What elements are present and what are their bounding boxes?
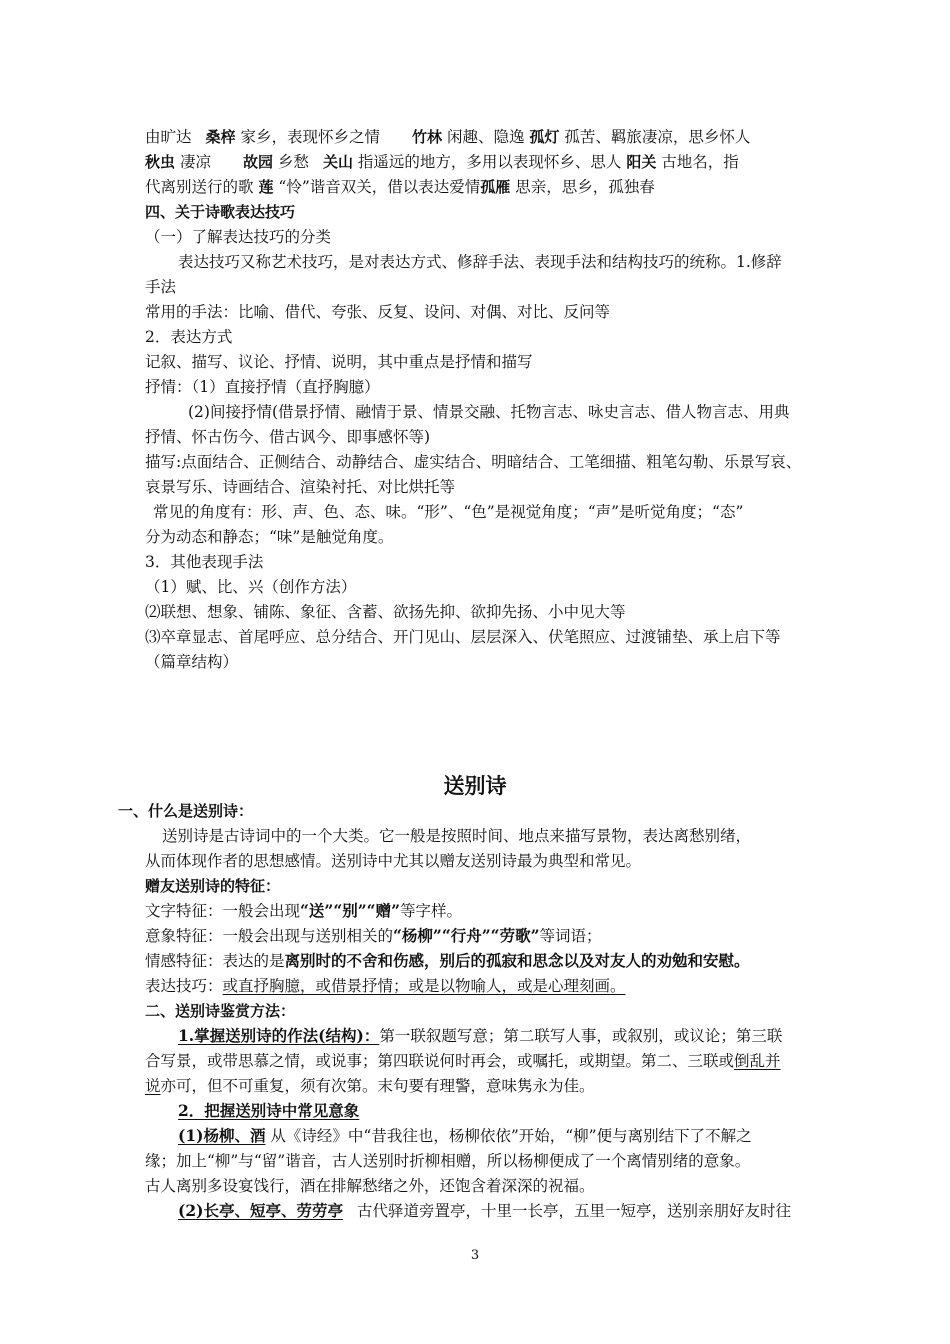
paragraph-line: (2)间接抒情(借景抒情、融情于景、情景交融、托物言志、咏史言志、借人物言志、用典 xyxy=(188,403,790,421)
definition: 乡愁 xyxy=(277,153,309,171)
term: 桑梓 xyxy=(205,128,236,146)
term: 故园 xyxy=(242,153,273,171)
definition: 家乡，表现怀乡之情 xyxy=(240,128,380,146)
text: 等字样。 xyxy=(400,902,463,920)
item-heading: (2)长亭、短亭、劳劳亭 xyxy=(178,1201,343,1220)
definition: 凄凉 xyxy=(179,153,211,171)
keywords: 离别时的不舍和伤感，别后的孤寂和思念以及对友人的劝勉和安慰。 xyxy=(284,951,750,970)
text: 由旷达 xyxy=(145,128,192,146)
paragraph-line: 表达技巧又称艺术技巧，是对表达方式、修辞手法、表现手法和结构技巧的统称。1.修辞 xyxy=(178,253,782,271)
paragraph-line xyxy=(145,1076,595,1096)
paragraph-line: 描写:点面结合、正侧结合、动静结合、虚实结合、明暗结合、工笔细描、粗笔勾勒、乐景写哀、 xyxy=(145,453,802,471)
list-item: （篇章结构） xyxy=(145,653,239,671)
paragraph-line: 记叙、描写、议论、抒情、说明，其中重点是抒情和描写 xyxy=(145,353,533,371)
keywords: “送”“别”“赠” xyxy=(300,901,401,920)
section-heading: 四、关于诗歌表达技巧 xyxy=(145,203,296,221)
list-item: （1）赋、比、兴（创作方法） xyxy=(145,578,357,596)
paragraph-line: 哀景写乐、诗画结合、渲染衬托、对比烘托等 xyxy=(145,478,456,496)
page-title: 送别诗 xyxy=(443,774,507,798)
page-number: 3 xyxy=(470,1248,480,1263)
method-heading: 1.掌握送别诗的作法(结构)： xyxy=(178,1026,380,1045)
subheading: 3．其他表现手法 xyxy=(145,553,264,571)
paragraph-line: 手法 xyxy=(145,278,177,296)
imagery-item-1 xyxy=(178,1126,752,1146)
definition: 思亲，思乡，孤独春 xyxy=(515,178,655,196)
feature-text xyxy=(145,901,462,921)
subheading: （一）了解表达技巧的分类 xyxy=(145,228,332,246)
imagery-line-1 xyxy=(145,127,750,147)
imagery-line-2 xyxy=(145,152,739,172)
term: 孤灯 xyxy=(529,128,560,146)
term: 秋虫 xyxy=(145,153,176,171)
label: 意象特征：一般会出现与送别相关的 xyxy=(145,927,394,945)
item-heading: (1)杨柳、酒 xyxy=(178,1126,266,1145)
definition: 指遥远的地方，多用以表现怀乡、思人 xyxy=(357,153,622,171)
feature-emotion xyxy=(145,951,750,971)
text: 等词语； xyxy=(539,927,602,945)
term: 关山 xyxy=(322,153,353,171)
feature-technique xyxy=(145,976,626,996)
paragraph-line: 常用的手法：比喻、借代、夸张、反复、设问、对偶、对比、反问等 xyxy=(145,303,611,321)
underlined-text: 倒乱并 xyxy=(734,1052,781,1070)
definition: 闲趣、隐逸 xyxy=(446,128,525,146)
section-heading: 二、送别诗鉴赏方法： xyxy=(145,1002,296,1020)
paragraph-line: 从而体现作者的思想感情。送别诗中尤其以赠友送别诗最为典型和常见。 xyxy=(145,852,642,870)
term: 莲 xyxy=(258,178,274,196)
method-heading: 2．把握送别诗中常见意象 xyxy=(178,1101,360,1120)
subheading: 2．表达方式 xyxy=(145,328,233,346)
term: 竹林 xyxy=(411,128,442,146)
paragraph-line: 抒情、怀古伤今、借古讽今、即事感怀等) xyxy=(145,428,431,446)
text: 从《诗经》中“昔我往也，杨柳依依”开始，“柳”便与离别结下了不解之 xyxy=(270,1127,752,1145)
definition: 古地名，指 xyxy=(661,153,739,171)
paragraph-line: 抒情：（1）直接抒情（直抒胸臆） xyxy=(145,378,380,396)
paragraph-line: 古人离别多设宴饯行，酒在排解愁绪之外，还饱含着深深的祝福。 xyxy=(145,1177,595,1195)
paragraph-line: 缘；加上“柳”与“留”谐音，古人送别时折柳相赠，所以杨柳便成了一个离情别绪的意象。 xyxy=(145,1152,751,1170)
label: 表达技巧： xyxy=(145,977,223,995)
list-item: ⑵联想、想象、铺陈、象征、含蓄、欲扬先抑、欲抑先扬、小中见大等 xyxy=(145,603,626,621)
section-heading: 一、什么是送别诗： xyxy=(118,802,254,820)
definition: 孤苦、羁旅凄凉，思乡怀人 xyxy=(564,128,751,146)
imagery-line-3 xyxy=(145,177,655,197)
label: 情感特征：表达的是 xyxy=(145,952,285,970)
method-1 xyxy=(178,1026,782,1046)
text: 亦可，但不可重复，须有次第。末句要有理警，意味隽永为佳。 xyxy=(160,1077,595,1095)
text: 代离别送行的歌 xyxy=(145,178,254,196)
term: 孤雁 xyxy=(480,178,511,196)
text: 古代驿道旁置亭，十里一长亭，五里一短亭，送别亲朋好友时往 xyxy=(356,1202,791,1220)
text: 合写景，或带思慕之情，或说事；第四联说何时再会，或嘱托，或期望。第二、三联或 xyxy=(145,1052,735,1070)
term: 阳关 xyxy=(626,153,657,171)
paragraph-line: 送别诗是古诗词中的一个大类。它一般是按照时间、地点来描写景物，表达离愁别绪， xyxy=(162,827,752,845)
paragraph-line: 常见的角度有：形、声、色、态、味。“形”、“色”是视觉角度；“声”是听觉角度；“态” xyxy=(153,503,744,521)
paragraph-line xyxy=(145,1051,781,1071)
definition: “怜”谐音双关，借以表达爱情 xyxy=(278,178,481,196)
imagery-item-2 xyxy=(178,1201,791,1221)
list-item: ⑶卒章显志、首尾呼应、总分结合、开门见山、层层深入、伏笔照应、过渡铺垫、承上启下等 xyxy=(145,628,781,646)
feature-imagery xyxy=(145,926,602,946)
paragraph-line: 分为动态和静态；“味”是触觉角度。 xyxy=(145,528,394,546)
label: 文字特征：一般会出现 xyxy=(145,902,301,920)
text: 第一联叙题写意；第二联写人事，或叙别，或议论；第三联 xyxy=(379,1027,783,1045)
underlined-text: 说 xyxy=(145,1077,161,1095)
subheading: 赠友送别诗的特征： xyxy=(145,877,281,895)
keywords: “杨柳”“行舟”“劳歌” xyxy=(393,926,540,945)
keywords: 或直抒胸臆，或借景抒情；或是以物喻人，或是心理刻画。 xyxy=(222,977,626,995)
